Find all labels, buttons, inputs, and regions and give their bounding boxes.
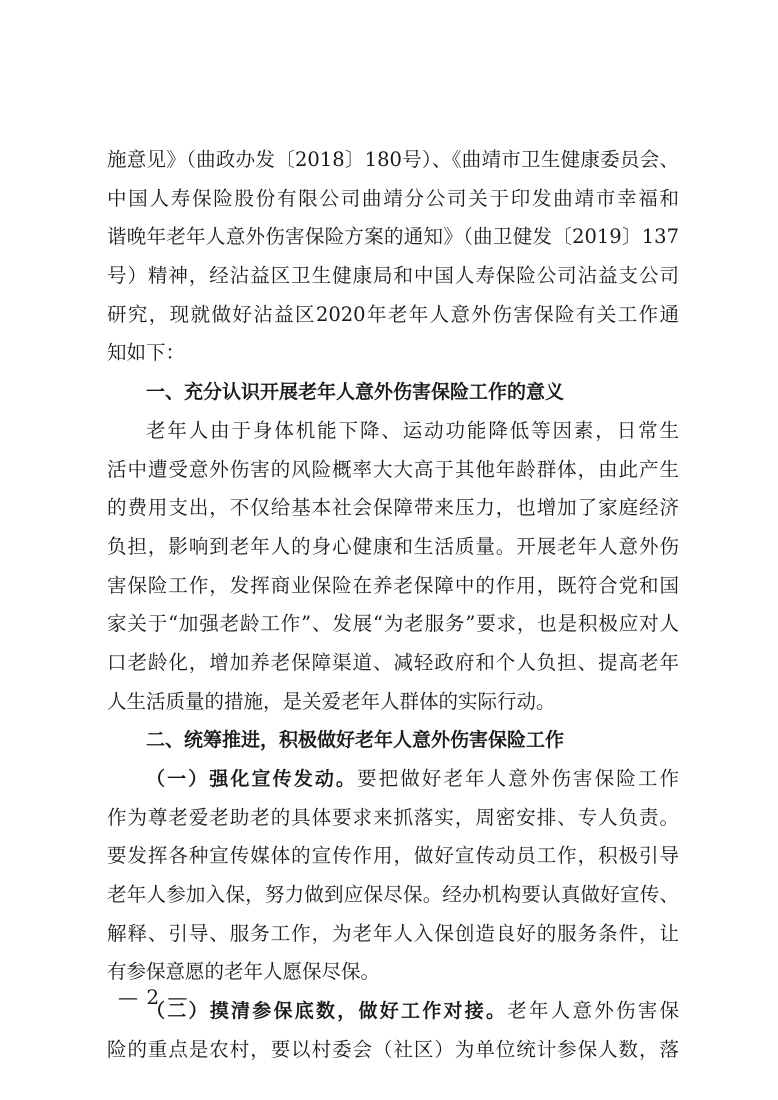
body-line: 活中遭受意外伤害的风险概率大大高于其他年龄群体，由此产生	[107, 457, 679, 481]
section-heading-1: 一、充分认识开展老年人意外伤害保险工作的意义	[146, 381, 565, 404]
subsection-1-heading: （一）强化宣传发动。	[146, 768, 358, 790]
body-line: 作为尊老爱老助老的具体要求来抓落实，周密安排、专人负责。	[107, 805, 679, 829]
body-line: 险的重点是农村，要以村委会（社区）为单位统计参保人数，落	[107, 1037, 679, 1061]
body-line: 老年人由于身体机能下降、运动功能降低等因素，日常生	[146, 418, 679, 442]
body-line: 负担，影响到老年人的身心健康和生活质量。开展老年人意外伤	[107, 534, 679, 558]
body-line: 口老龄化，增加养老保障渠道、减轻政府和个人负担、提高老年	[107, 650, 679, 674]
page-number: — 2 —	[118, 985, 189, 1009]
subsection-1-text: 要把做好老年人意外伤害保险工作	[357, 767, 679, 790]
section-heading-2: 二、统筹推进，积极做好老年人意外伤害保险工作	[146, 729, 565, 752]
body-line: 施意见》（曲政办发〔2018〕180号）、《曲靖市卫生健康委员会、	[107, 148, 679, 171]
subsection-2-heading: （二）摸清参保底数，做好工作对接。	[146, 1000, 508, 1023]
body-line: 要发挥各种宣传媒体的宣传作用，做好宣传动员工作，积极引导	[107, 844, 679, 868]
document-body	[107, 141, 679, 1070]
body-line: 谐晚年老年人意外伤害保险方案的通知》（曲卫健发〔2019〕137	[107, 225, 679, 249]
body-line: 解释、引导、服务工作，为老年人入保创造良好的服务条件，让	[107, 921, 679, 945]
subsection-2-first-line	[107, 992, 679, 1031]
body-line: 人生活质量的措施，是关爱老年人群体的实际行动。	[107, 689, 556, 713]
body-line: 家关于“加强老龄工作”、发展“为老服务”要求，也是积极应对人	[107, 612, 679, 636]
subsection-1-first-line	[107, 760, 679, 799]
body-line: 有参保意愿的老年人愿保尽保。	[107, 960, 381, 984]
body-line: 知如下：	[107, 341, 186, 365]
body-line: 害保险工作，发挥商业保险在养老保障中的作用，既符合党和国	[107, 573, 679, 597]
body-line: 的费用支出，不仅给基本社会保障带来压力，也增加了家庭经济	[107, 496, 679, 520]
body-line: 老年人参加入保，努力做到应保尽保。经办机构要认真做好宣传、	[107, 883, 679, 907]
body-line: 号）精神，经沾益区卫生健康局和中国人寿保险公司沾益支公司	[107, 264, 679, 288]
body-line: 研究，现就做好沾益区2020年老年人意外伤害保险有关工作通	[107, 302, 679, 326]
subsection-2-text: 老年人意外伤害保	[507, 999, 679, 1023]
body-line: 中国人寿保险股份有限公司曲靖分公司关于印发曲靖市幸福和	[107, 186, 679, 210]
